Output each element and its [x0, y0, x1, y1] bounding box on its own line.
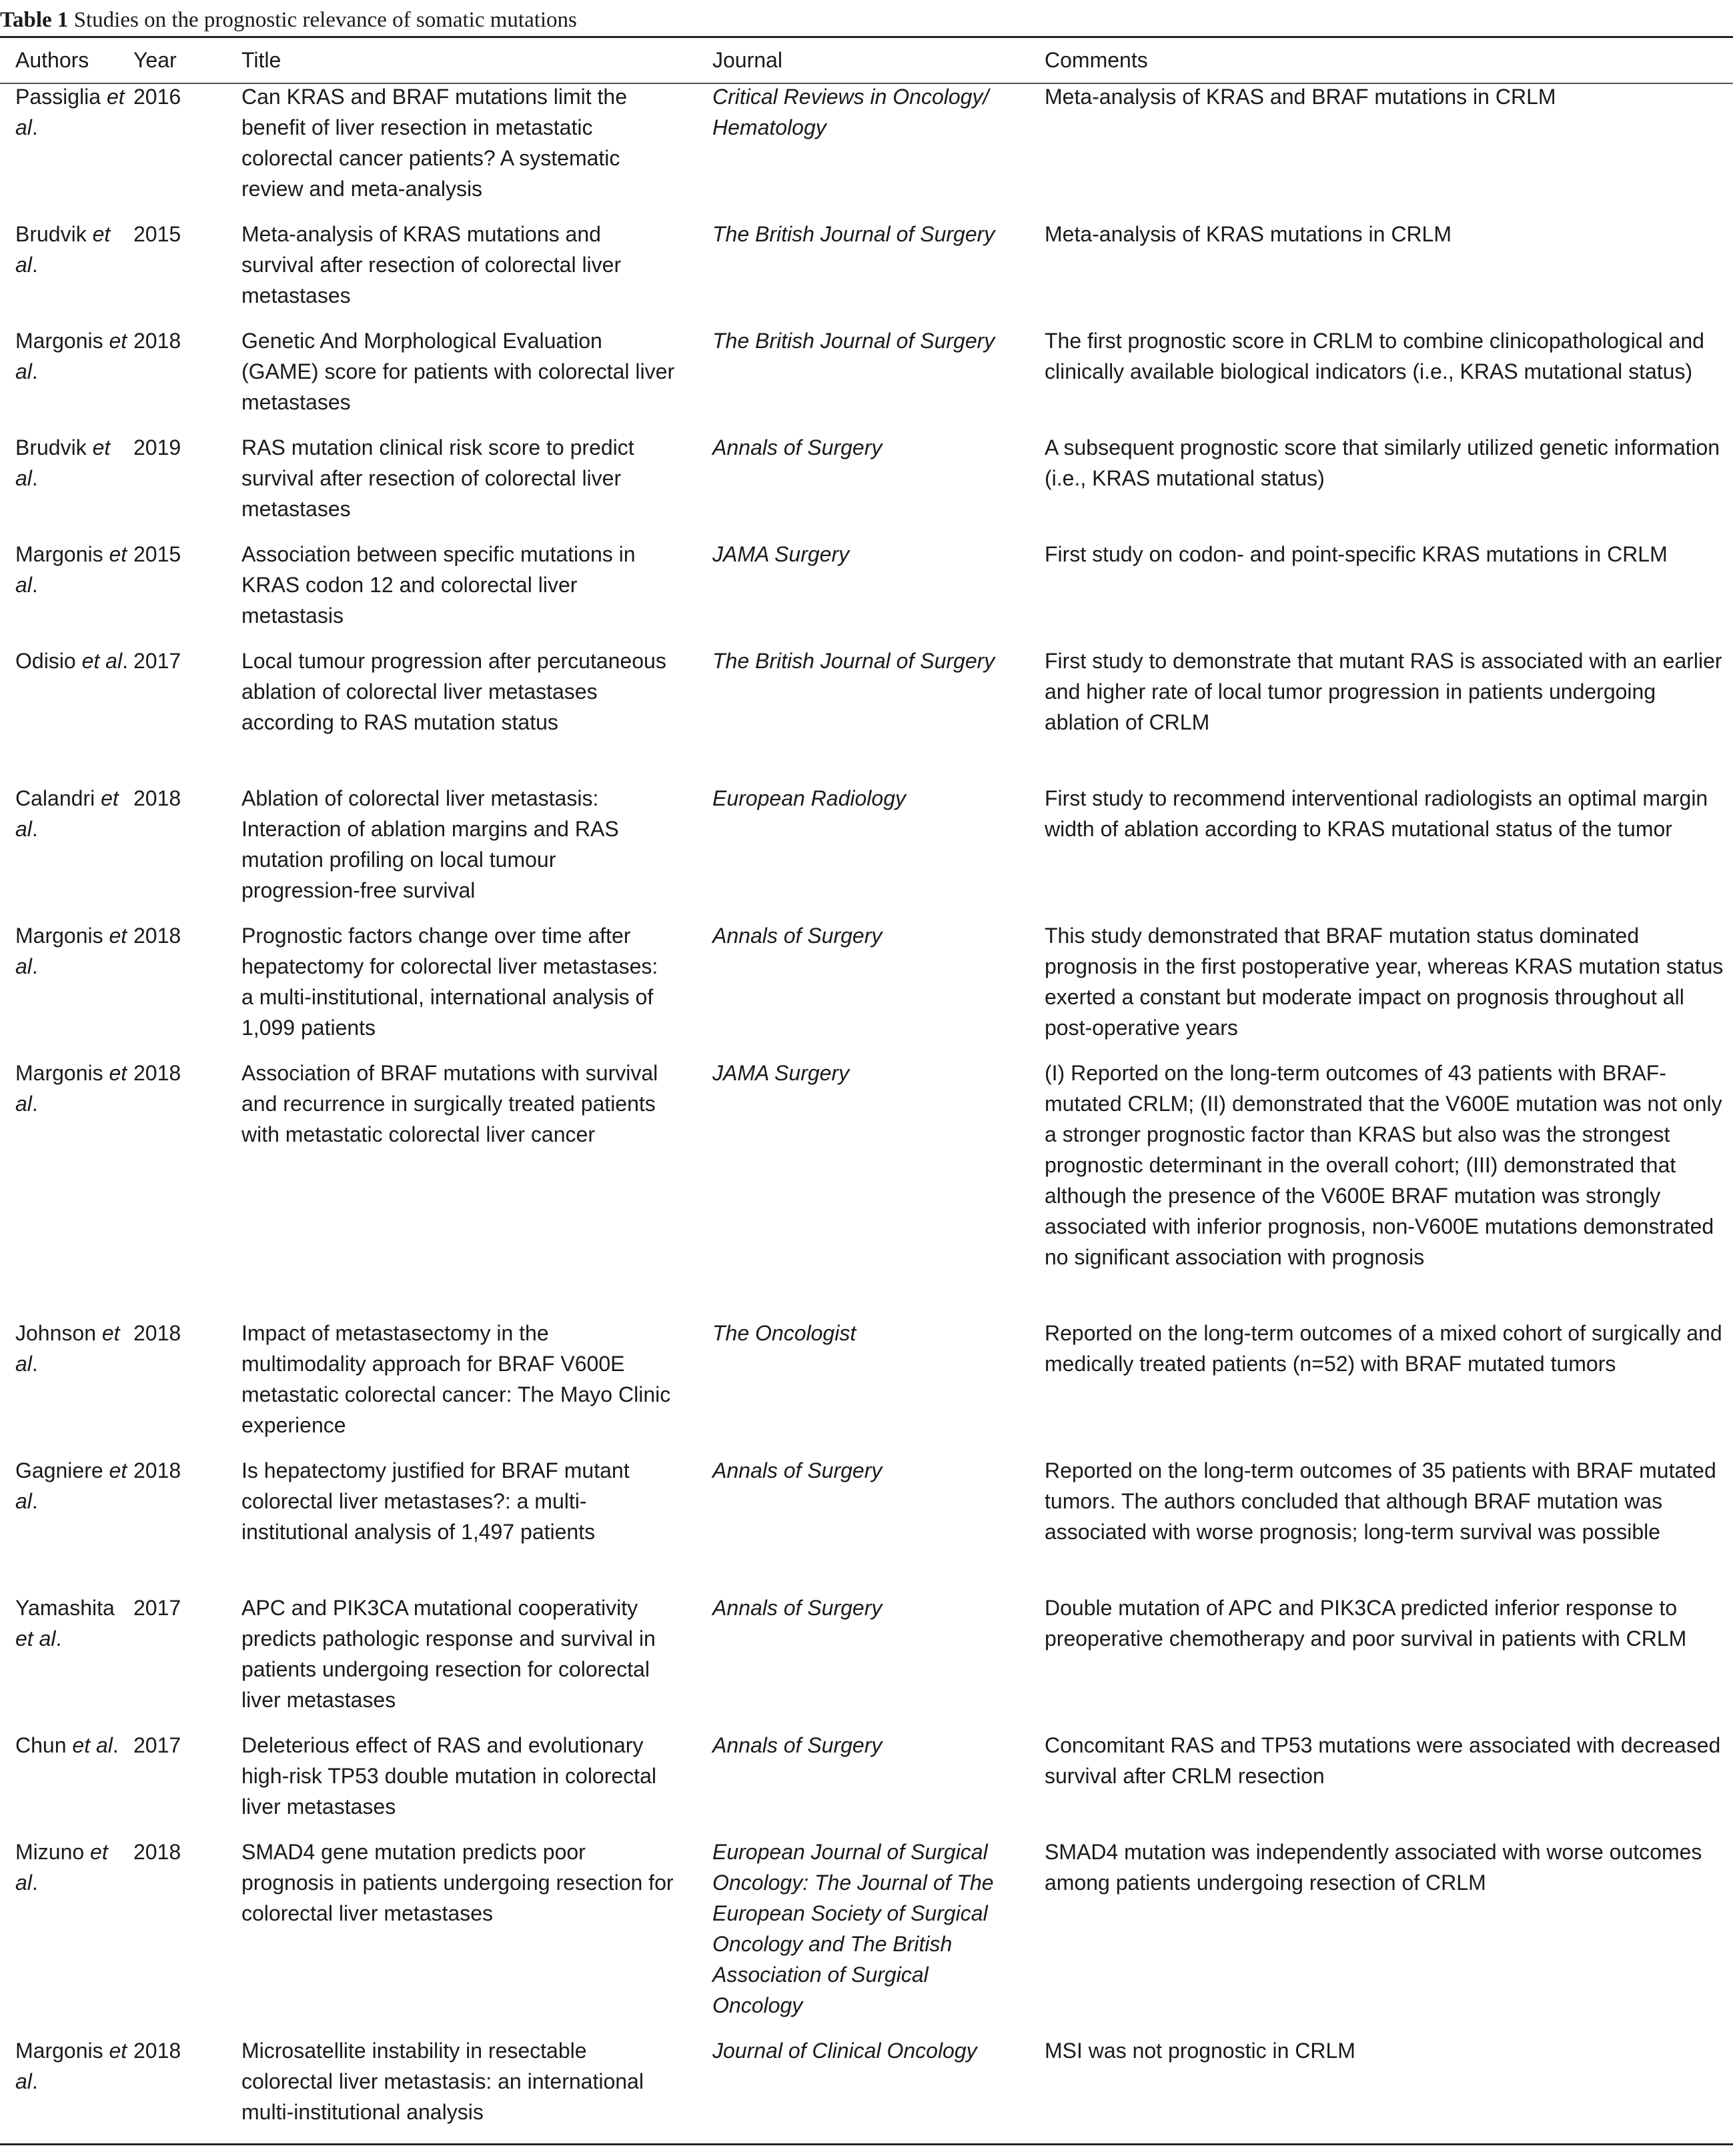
header-title: Title	[241, 48, 281, 72]
cell-journal: The British Journal of Surgery	[712, 649, 995, 673]
author-etal: et al	[15, 2039, 127, 2093]
author-surname: Calandri	[15, 786, 95, 810]
cell-comments: MSI was not prognostic in CRLM	[1045, 2039, 1355, 2063]
cell-comments: Concomitant RAS and TP53 mutations were associated with decreased survival after CRLM resection	[1045, 1733, 1721, 1788]
table-caption-text: Studies on the prognostic relevance of somatic mutations	[73, 8, 577, 32]
cell-journal: Annals of Surgery	[712, 435, 883, 459]
table-header-row	[0, 39, 1733, 81]
cell-journal: Annals of Surgery	[712, 1458, 883, 1482]
cell-authors: Johnson et al.	[15, 1321, 120, 1376]
author-etal: et al	[15, 924, 127, 978]
author-etal: et al	[15, 329, 127, 383]
author-etal: et al	[15, 786, 119, 841]
cell-title: Can KRAS and BRAF mutations limit the benefit of liver resection in metastatic colorectal cancer patients? A systematic review and meta-analysis	[241, 85, 628, 201]
author-surname: Passiglia	[15, 85, 101, 109]
author-etal: et al	[15, 1061, 127, 1116]
author-etal: et al	[81, 649, 123, 673]
cell-comments: A subsequent prognostic score that similarly utilized genetic information (i.e., KRAS mutational status)	[1045, 435, 1720, 490]
cell-comments: Double mutation of APC and PIK3CA predicted inferior response to preoperative chemotherapy and poor survival in patients with CRLM	[1045, 1596, 1687, 1651]
author-etal: et al	[15, 222, 111, 277]
cell-year: 2018	[133, 1061, 181, 1085]
header-journal: Journal	[712, 48, 782, 72]
table-row	[0, 1318, 1733, 1455]
author-surname: Odisio	[15, 649, 76, 673]
cell-journal: The British Journal of Surgery	[712, 329, 995, 353]
cell-journal: JAMA Surgery	[712, 542, 850, 566]
author-surname: Yamashita	[15, 1596, 115, 1620]
cell-year: 2015	[133, 222, 181, 246]
table-row	[0, 1837, 1733, 2035]
author-etal: et al	[15, 1627, 56, 1651]
author-etal: et al	[15, 435, 111, 490]
table-row	[0, 1455, 1733, 1592]
cell-authors: Mizuno et al.	[15, 1840, 108, 1895]
table-row	[0, 539, 1733, 646]
cell-journal: Annals of Surgery	[712, 1733, 883, 1757]
table-row	[0, 1058, 1733, 1318]
table-bottom-rule	[0, 2143, 1733, 2145]
cell-year: 2018	[133, 1840, 181, 1864]
table-row	[0, 325, 1733, 432]
cell-year: 2019	[133, 435, 181, 459]
table-row	[0, 1730, 1733, 1837]
table-body	[0, 81, 1733, 2134]
cell-year: 2017	[133, 1733, 181, 1757]
cell-title: Genetic And Morphological Evaluation (GAME) score for patients with colorectal liver metastases	[241, 329, 675, 414]
cell-authors: Odisio et al.	[15, 649, 128, 673]
cell-journal: European Radiology	[712, 786, 906, 810]
author-surname: Chun	[15, 1733, 67, 1757]
cell-comments: First study on codon- and point-specific KRAS mutations in CRLM	[1045, 542, 1668, 566]
header-authors: Authors	[15, 48, 89, 72]
cell-journal: The British Journal of Surgery	[712, 222, 995, 246]
cell-title: Local tumour progression after percutaneous ablation of colorectal liver metastases according to RAS mutation status	[241, 649, 666, 734]
author-surname: Brudvik	[15, 222, 87, 246]
table-caption	[0, 4, 577, 36]
cell-comments: First study to recommend interventional radiologists an optimal margin width of ablation according to KRAS mutational status of the tumor	[1045, 786, 1708, 841]
cell-year: 2015	[133, 542, 181, 566]
cell-title: SMAD4 gene mutation predicts poor prognosis in patients undergoing resection for colorectal liver metastases	[241, 1840, 674, 1925]
cell-journal: The Oncologist	[712, 1321, 856, 1345]
table-row	[0, 219, 1733, 325]
table-row	[0, 432, 1733, 539]
cell-title: Microsatellite instability in resectable colorectal liver metastasis: an international multi-institutional analysis	[241, 2039, 644, 2124]
cell-authors: Margonis et al.	[15, 542, 127, 597]
cell-year: 2018	[133, 924, 181, 948]
cell-title: Association between specific mutations in KRAS codon 12 and colorectal liver metastasis	[241, 542, 636, 628]
cell-journal: European Journal of Surgical Oncology: The Journal of The European Society of Surgical Oncology and The British Association of Surgical Oncology	[712, 1840, 994, 2017]
cell-authors: Margonis et al.	[15, 924, 127, 978]
author-etal: et al	[72, 1733, 113, 1757]
author-surname: Margonis	[15, 1061, 103, 1085]
author-etal: et al	[15, 1321, 120, 1376]
cell-journal: JAMA Surgery	[712, 1061, 850, 1085]
table-row	[0, 920, 1733, 1058]
cell-title: Ablation of colorectal liver metastasis: Interaction of ablation margins and RAS mutation profiling on local tumour progression-free survival	[241, 786, 619, 902]
cell-year: 2018	[133, 1321, 181, 1345]
cell-journal: Critical Reviews in Oncology/ Hematology	[712, 85, 989, 139]
header-comments: Comments	[1045, 48, 1148, 72]
cell-comments: First study to demonstrate that mutant RAS is associated with an earlier and higher rate of local tumor progression in patients undergoing ablation of CRLM	[1045, 649, 1722, 734]
cell-journal: Annals of Surgery	[712, 924, 883, 948]
table-row	[0, 2035, 1733, 2134]
cell-comments: Meta-analysis of KRAS mutations in CRLM	[1045, 222, 1452, 246]
table-row	[0, 783, 1733, 920]
author-etal: et al	[15, 85, 125, 139]
cell-journal: Annals of Surgery	[712, 1596, 883, 1620]
author-etal: et al	[15, 1840, 108, 1895]
cell-authors: Margonis et al.	[15, 329, 127, 383]
cell-comments: Reported on the long-term outcomes of a mixed cohort of surgically and medically treated patients (n=52) with BRAF mutated tumors	[1045, 1321, 1722, 1376]
author-surname: Gagniere	[15, 1458, 103, 1482]
cell-authors: Passiglia et al.	[15, 85, 125, 139]
table-row	[0, 81, 1733, 219]
table-top-rule	[0, 36, 1733, 38]
cell-year: 2018	[133, 786, 181, 810]
author-etal: et al	[15, 542, 127, 597]
cell-year: 2018	[133, 1458, 181, 1482]
cell-authors: Brudvik et al.	[15, 222, 111, 277]
cell-authors: Gagniere et al.	[15, 1458, 127, 1513]
cell-title: Impact of metastasectomy in the multimodality approach for BRAF V600E metastatic colorectal cancer: The Mayo Clinic experience	[241, 1321, 671, 1437]
cell-title: RAS mutation clinical risk score to predict survival after resection of colorectal liver metastases	[241, 435, 634, 521]
cell-comments: SMAD4 mutation was independently associated with worse outcomes among patients undergoing resection of CRLM	[1045, 1840, 1702, 1895]
cell-authors: Chun et al.	[15, 1733, 119, 1757]
cell-year: 2017	[133, 649, 181, 673]
author-surname: Johnson	[15, 1321, 96, 1345]
cell-comments: This study demonstrated that BRAF mutation status dominated prognosis in the first postoperative year, whereas KRAS mutation status exerted a constant but moderate impact on prognosis throughout all post-operative years	[1045, 924, 1724, 1040]
cell-title: Is hepatectomy justified for BRAF mutant colorectal liver metastases?: a multi-institutional analysis of 1,497 patients	[241, 1458, 630, 1544]
cell-title: Association of BRAF mutations with survival and recurrence in surgically treated patients with metastatic colorectal liver cancer	[241, 1061, 658, 1146]
cell-year: 2018	[133, 2039, 181, 2063]
cell-title: Prognostic factors change over time after hepatectomy for colorectal liver metastases: a multi-institutional, international analysis of 1,099 patients	[241, 924, 658, 1040]
cell-title: Deleterious effect of RAS and evolutionary high-risk TP53 double mutation in colorectal liver metastases	[241, 1733, 656, 1819]
author-surname: Margonis	[15, 329, 103, 353]
cell-year: 2017	[133, 1596, 181, 1620]
cell-title: APC and PIK3CA mutational cooperativity predicts pathologic response and survival in patients undergoing resection for colorectal liver metastases	[241, 1596, 656, 1712]
author-surname: Margonis	[15, 2039, 103, 2063]
table-row	[0, 646, 1733, 783]
cell-comments: Reported on the long-term outcomes of 35 patients with BRAF mutated tumors. The authors concluded that although BRAF mutation was associated with worse prognosis; long-term survival was possible	[1045, 1458, 1716, 1544]
table-caption-label: Table 1	[0, 8, 69, 32]
studies-table	[0, 39, 1733, 2134]
author-surname: Mizuno	[15, 1840, 85, 1864]
cell-authors: Calandri et al.	[15, 786, 119, 841]
table-row	[0, 1592, 1733, 1730]
author-surname: Margonis	[15, 542, 103, 566]
author-surname: Brudvik	[15, 435, 87, 459]
cell-title: Meta-analysis of KRAS mutations and survival after resection of colorectal liver metastases	[241, 222, 622, 307]
cell-authors: Margonis et al.	[15, 1061, 127, 1116]
cell-authors: Margonis et al.	[15, 2039, 127, 2093]
cell-authors: Brudvik et al.	[15, 435, 111, 490]
author-surname: Margonis	[15, 924, 103, 948]
cell-year: 2016	[133, 85, 181, 109]
header-year: Year	[133, 48, 177, 72]
cell-comments: (I) Reported on the long-term outcomes of 43 patients with BRAF-mutated CRLM; (II) demonstrated that the V600E mutation was not only a stronger prognostic factor than KRAS but also was the strongest prognostic determinant in the overall cohort; (III) demonstrated that although the presence of the V600E BRAF mutation was strongly associated with inferior prognosis, non-V600E mutations demonstrated no significant association with prognosis	[1045, 1061, 1722, 1269]
cell-year: 2018	[133, 329, 181, 353]
cell-comments: Meta-analysis of KRAS and BRAF mutations in CRLM	[1045, 85, 1556, 109]
cell-journal: Journal of Clinical Oncology	[712, 2039, 977, 2063]
author-etal: et al	[15, 1458, 127, 1513]
cell-comments: The first prognostic score in CRLM to combine clinicopathological and clinically available biological indicators (i.e., KRAS mutational status)	[1045, 329, 1704, 383]
cell-authors: Yamashita et al.	[15, 1596, 115, 1651]
